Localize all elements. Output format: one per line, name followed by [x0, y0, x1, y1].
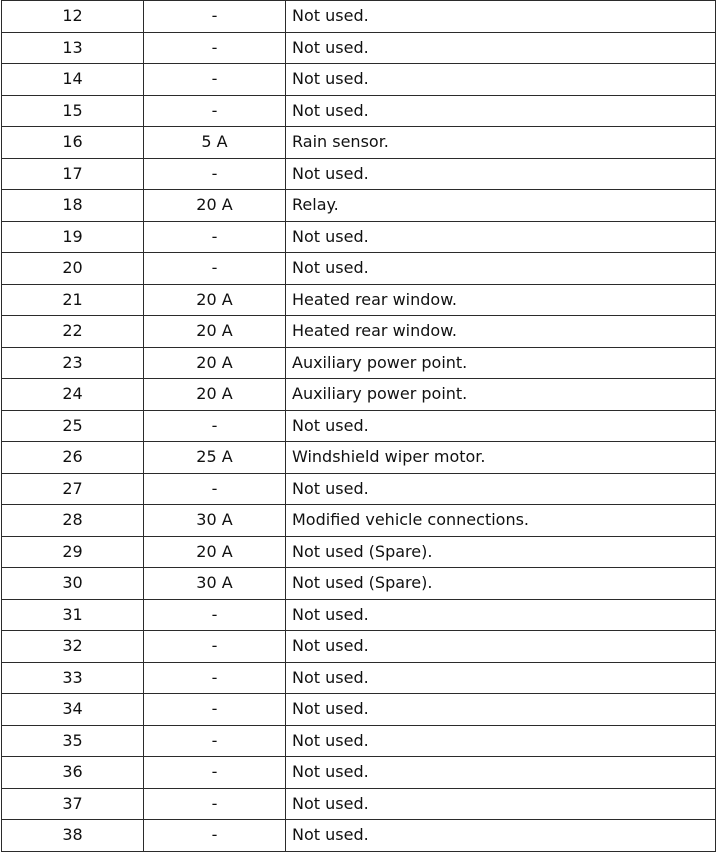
table-row — [2, 599, 716, 631]
circuit-description-cell: Not used. — [286, 253, 716, 285]
table-row — [2, 788, 716, 820]
fuse-rating-cell: - — [144, 820, 286, 852]
fuse-number-cell: 38 — [2, 820, 144, 852]
fuse-rating-cell: - — [144, 158, 286, 190]
circuit-description-cell: Not used. — [286, 694, 716, 726]
fuse-rating-cell: 25 A — [144, 442, 286, 474]
circuit-description-cell: Not used. — [286, 725, 716, 757]
fuse-rating-cell: - — [144, 410, 286, 442]
circuit-description-cell: Not used. — [286, 95, 716, 127]
fuse-rating-cell: 30 A — [144, 505, 286, 537]
table-row — [2, 725, 716, 757]
circuit-description-cell: Not used. — [286, 473, 716, 505]
table-row — [2, 1, 716, 33]
table-row — [2, 442, 716, 474]
fuse-number-cell: 29 — [2, 536, 144, 568]
fuse-number-cell: 25 — [2, 410, 144, 442]
table-row — [2, 347, 716, 379]
fuse-number-cell: 26 — [2, 442, 144, 474]
circuit-description-cell: Not used. — [286, 221, 716, 253]
fuse-number-cell: 36 — [2, 757, 144, 789]
fuse-rating-cell: - — [144, 694, 286, 726]
circuit-description-cell: Auxiliary power point. — [286, 379, 716, 411]
fuse-rating-cell: 20 A — [144, 284, 286, 316]
circuit-description-cell: Not used. — [286, 662, 716, 694]
fuse-number-cell: 13 — [2, 32, 144, 64]
table-row — [2, 32, 716, 64]
circuit-description-cell: Not used. — [286, 788, 716, 820]
circuit-description-cell: Not used. — [286, 32, 716, 64]
circuit-description-cell: Heated rear window. — [286, 284, 716, 316]
table-row — [2, 64, 716, 96]
fuse-rating-cell: - — [144, 95, 286, 127]
fuse-number-cell: 16 — [2, 127, 144, 159]
fuse-rating-cell: - — [144, 599, 286, 631]
circuit-description-cell: Windshield wiper motor. — [286, 442, 716, 474]
fuse-rating-cell: - — [144, 64, 286, 96]
fuse-number-cell: 22 — [2, 316, 144, 348]
fuse-number-cell: 27 — [2, 473, 144, 505]
table-row — [2, 662, 716, 694]
circuit-description-cell: Not used. — [286, 64, 716, 96]
fuse-number-cell: 33 — [2, 662, 144, 694]
table-row — [2, 568, 716, 600]
fuse-number-cell: 34 — [2, 694, 144, 726]
fuse-rating-cell: - — [144, 757, 286, 789]
fuse-number-cell: 24 — [2, 379, 144, 411]
circuit-description-cell: Not used. — [286, 820, 716, 852]
fuse-rating-cell: - — [144, 788, 286, 820]
circuit-description-cell: Not used. — [286, 410, 716, 442]
fuse-number-cell: 17 — [2, 158, 144, 190]
fuse-number-cell: 14 — [2, 64, 144, 96]
fuse-rating-cell: - — [144, 32, 286, 64]
circuit-description-cell: Not used. — [286, 599, 716, 631]
table-row — [2, 127, 716, 159]
fuse-rating-cell: 30 A — [144, 568, 286, 600]
table-row — [2, 820, 716, 852]
fuse-number-cell: 31 — [2, 599, 144, 631]
table-row — [2, 221, 716, 253]
fuse-rating-cell: - — [144, 662, 286, 694]
fuse-rating-cell: - — [144, 221, 286, 253]
table-row — [2, 253, 716, 285]
table-row — [2, 505, 716, 537]
table-row — [2, 190, 716, 222]
fuse-rating-cell: - — [144, 725, 286, 757]
fuse-number-cell: 21 — [2, 284, 144, 316]
table-row — [2, 757, 716, 789]
fuse-number-cell: 12 — [2, 1, 144, 33]
fuse-number-cell: 18 — [2, 190, 144, 222]
fuse-table-body — [2, 1, 716, 852]
table-row — [2, 95, 716, 127]
circuit-description-cell: Modified vehicle connections. — [286, 505, 716, 537]
circuit-description-cell: Rain sensor. — [286, 127, 716, 159]
fuse-rating-cell: - — [144, 473, 286, 505]
fuse-number-cell: 15 — [2, 95, 144, 127]
fuse-rating-cell: 20 A — [144, 190, 286, 222]
table-row — [2, 379, 716, 411]
circuit-description-cell: Not used. — [286, 631, 716, 663]
fuse-rating-cell: - — [144, 253, 286, 285]
table-row — [2, 473, 716, 505]
fuse-number-cell: 19 — [2, 221, 144, 253]
circuit-description-cell: Not used. — [286, 158, 716, 190]
fuse-rating-cell: - — [144, 1, 286, 33]
circuit-description-cell: Not used. — [286, 1, 716, 33]
circuit-description-cell: Heated rear window. — [286, 316, 716, 348]
circuit-description-cell: Not used (Spare). — [286, 536, 716, 568]
table-row — [2, 536, 716, 568]
fuse-rating-cell: 20 A — [144, 347, 286, 379]
fuse-number-cell: 23 — [2, 347, 144, 379]
table-row — [2, 158, 716, 190]
circuit-description-cell: Not used. — [286, 757, 716, 789]
fuse-rating-cell: 20 A — [144, 379, 286, 411]
fuse-number-cell: 32 — [2, 631, 144, 663]
table-row — [2, 284, 716, 316]
table-row — [2, 694, 716, 726]
circuit-description-cell: Not used (Spare). — [286, 568, 716, 600]
fuse-number-cell: 30 — [2, 568, 144, 600]
fuse-rating-cell: 5 A — [144, 127, 286, 159]
fuse-rating-cell: - — [144, 631, 286, 663]
table-row — [2, 631, 716, 663]
fuse-number-cell: 37 — [2, 788, 144, 820]
table-row — [2, 410, 716, 442]
fuse-rating-cell: 20 A — [144, 316, 286, 348]
circuit-description-cell: Auxiliary power point. — [286, 347, 716, 379]
table-row — [2, 316, 716, 348]
fuse-table — [1, 0, 716, 852]
fuse-rating-cell: 20 A — [144, 536, 286, 568]
fuse-number-cell: 35 — [2, 725, 144, 757]
circuit-description-cell: Relay. — [286, 190, 716, 222]
fuse-number-cell: 28 — [2, 505, 144, 537]
fuse-number-cell: 20 — [2, 253, 144, 285]
